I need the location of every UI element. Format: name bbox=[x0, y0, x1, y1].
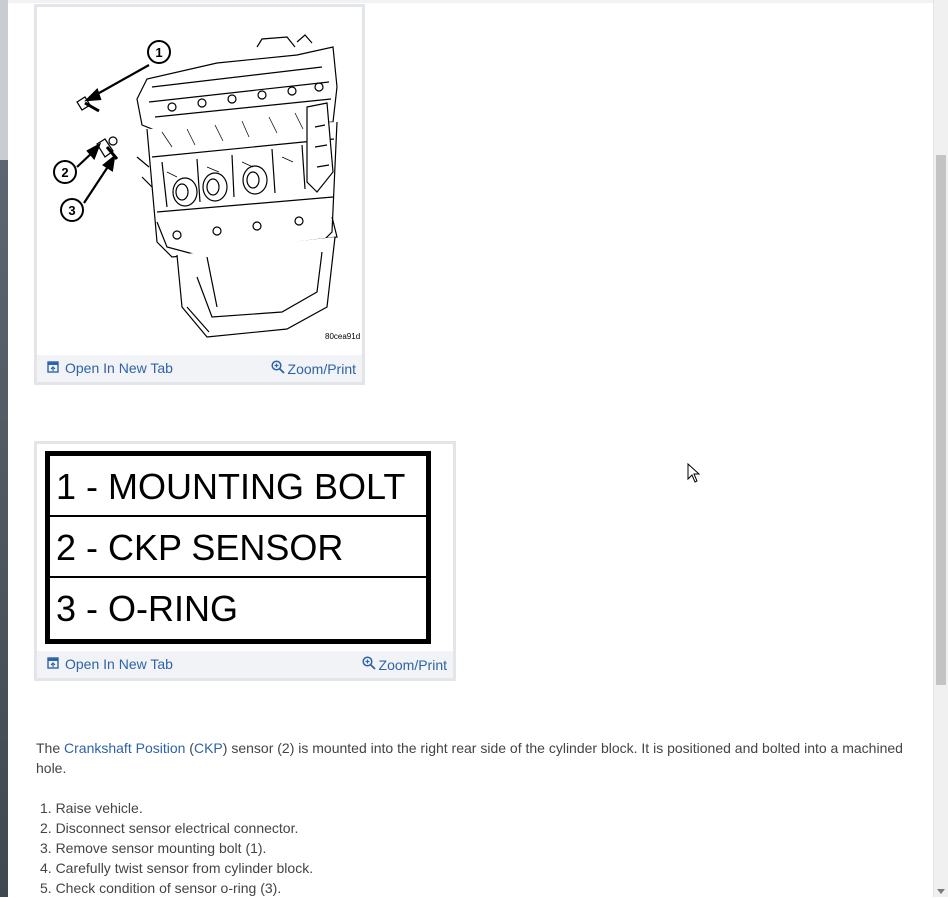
description-paragraph bbox=[36, 738, 926, 778]
legend-table bbox=[45, 451, 431, 644]
para-text: ( bbox=[185, 740, 194, 756]
open-new-tab-label: Open In New Tab bbox=[65, 360, 173, 376]
zoom-icon bbox=[362, 656, 376, 673]
scroll-down-icon[interactable] bbox=[937, 889, 945, 894]
zoom-print-link[interactable] bbox=[362, 656, 447, 673]
figure-footer bbox=[37, 651, 453, 678]
legend-row-1: 1 - MOUNTING BOLT bbox=[50, 456, 426, 517]
engine-figure bbox=[34, 4, 365, 385]
open-new-tab-icon bbox=[47, 656, 59, 672]
figure-footer bbox=[37, 355, 362, 382]
open-new-tab-link[interactable] bbox=[47, 656, 173, 672]
zoom-print-link[interactable] bbox=[271, 360, 356, 377]
list-item: 1. Raise vehicle. bbox=[40, 800, 143, 816]
open-new-tab-label: Open In New Tab bbox=[65, 656, 173, 672]
top-divider bbox=[8, 0, 933, 3]
para-text: ) sensor (2) is mounted into the right rear side of the cylinder block. It is positioned and bolted into a machined hole. bbox=[36, 740, 903, 776]
open-new-tab-link[interactable] bbox=[47, 360, 173, 376]
legend-figure bbox=[34, 441, 456, 681]
legend-row-3: 3 - O-RING bbox=[56, 588, 239, 629]
para-text: The bbox=[36, 740, 65, 756]
zoom-icon bbox=[271, 360, 285, 377]
engine-illustration bbox=[37, 7, 362, 357]
crankshaft-position-link[interactable]: Crankshaft Position bbox=[64, 740, 186, 756]
callout-1: 1 bbox=[155, 45, 163, 60]
mouse-cursor-icon bbox=[687, 463, 701, 483]
callout-2: 2 bbox=[61, 165, 69, 180]
procedure-steps bbox=[40, 798, 640, 898]
window-left-edge bbox=[0, 0, 8, 897]
callout-3: 3 bbox=[68, 203, 76, 218]
list-item: 2. Disconnect sensor electrical connector. bbox=[40, 820, 299, 836]
scrollbar[interactable] bbox=[933, 0, 948, 897]
list-item: 3. Remove sensor mounting bolt (1). bbox=[40, 840, 267, 856]
zoom-print-label: Zoom/Print bbox=[378, 656, 447, 673]
open-new-tab-icon bbox=[47, 360, 59, 376]
ckp-link[interactable]: CKP bbox=[193, 740, 223, 756]
legend-row-2: 2 - CKP SENSOR bbox=[50, 517, 426, 578]
zoom-print-label: Zoom/Print bbox=[287, 360, 356, 377]
scrollbar-thumb[interactable] bbox=[936, 155, 946, 685]
list-item: 4. Carefully twist sensor from cylinder block. bbox=[40, 860, 314, 876]
list-item: 5. Check condition of sensor o-ring (3). bbox=[40, 880, 282, 896]
image-code: 80cea91d bbox=[325, 332, 361, 341]
